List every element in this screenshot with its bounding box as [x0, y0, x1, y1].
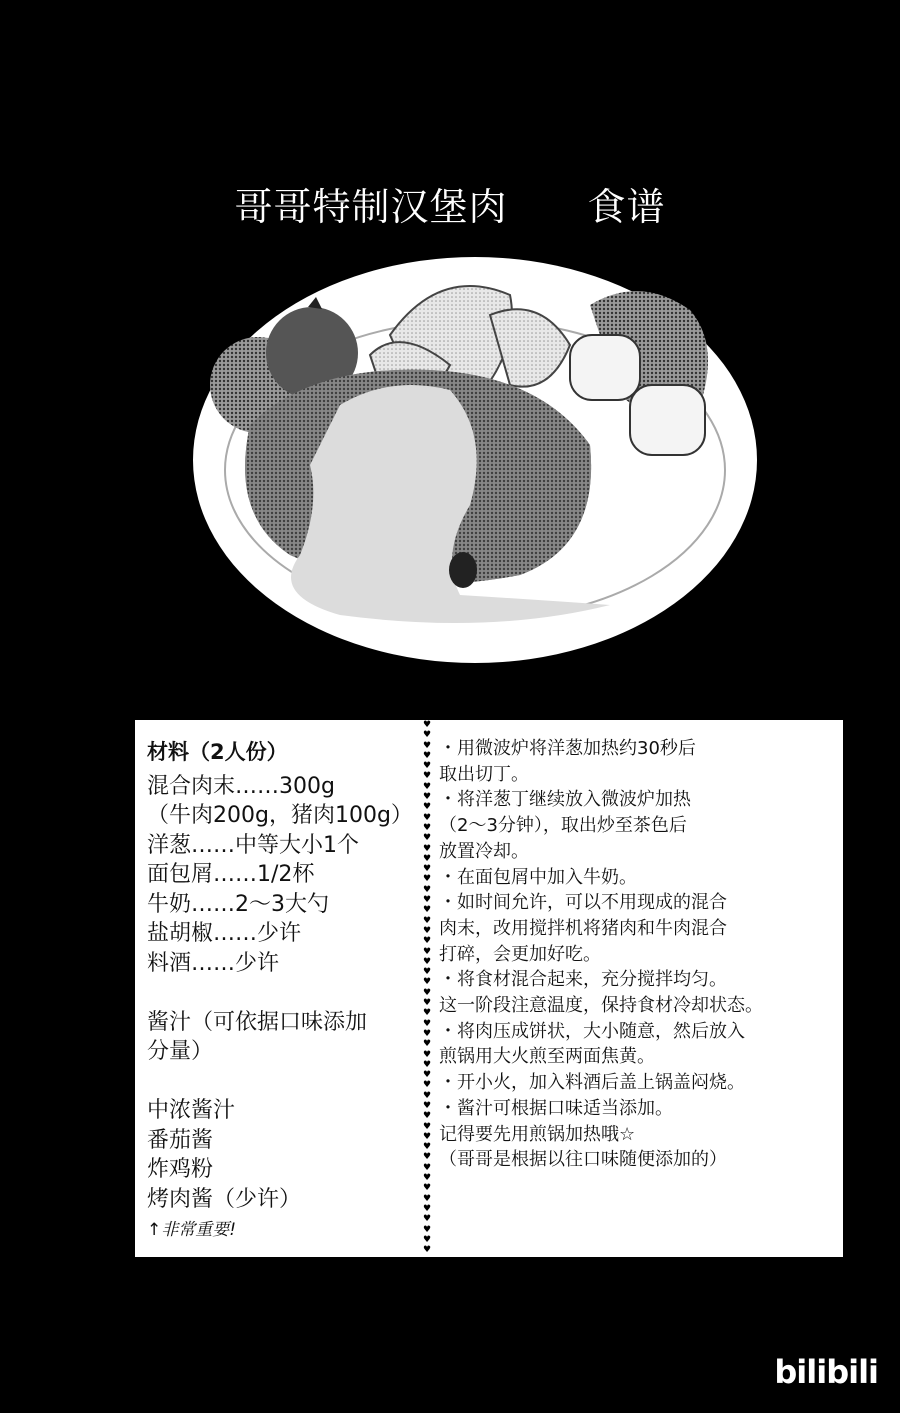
sauce-item: 烤肉酱（少许） — [147, 1186, 302, 1212]
step-line: 记得要先用煎锅加热哦☆ — [439, 1123, 636, 1145]
ingredient-item: 混合肉末……300g — [147, 773, 335, 799]
ingredients-heading: 材料（2人份） — [147, 740, 288, 764]
ingredient-item: 洋葱……中等大小1个 — [147, 832, 359, 858]
sauce-heading: 酱汁（可依据口味添加 — [147, 1009, 368, 1035]
step-line: ・酱汁可根据口味适当添加。 — [439, 1097, 673, 1119]
sauce-item: 番茄酱 — [147, 1127, 214, 1153]
step-line: 放置冷却。 — [439, 840, 529, 862]
step-line: ・在面包屑中加入牛奶。 — [439, 866, 637, 888]
ingredient-item: 盐胡椒……少许 — [147, 921, 302, 946]
step-line: ・如时间允许，可以不用现成的混合 — [439, 892, 727, 914]
handwritten-note: ↑非常重要! — [147, 1220, 237, 1240]
ingredient-item: 面包屑……1/2杯 — [147, 862, 315, 887]
sauce-heading: 分量） — [147, 1039, 214, 1064]
step-line: 打碎，会更加好吃。 — [439, 943, 601, 965]
step-line: 取出切丁。 — [439, 763, 529, 785]
heart-divider: ♥ ♥ ♥ ♥ ♥ ♥ ♥ ♥ ♥ ♥ ♥ ♥ ♥ ♥ ♥ ♥ ♥ ♥ ♥ ♥ ♥ ♥ ♥ ♥ ♥ ♥ ♥ ♥ ♥ ♥ ♥ ♥ ♥ ♥ ♥ ♥ ♥ ♥ ♥ ♥ ♥ ♥ ♥ ♥ ♥ ♥ ♥ ♥ ♥ ♥ ♥ ♥ — [422, 720, 432, 1256]
recipe-title-main: 哥哥特制汉堡肉 — [234, 185, 508, 229]
step-line: （2～3分钟），取出炒至茶色后 — [439, 815, 687, 837]
bilibili-logo: bilibili — [774, 1353, 878, 1391]
step-line: 肉末，改用搅拌机将猪肉和牛肉混合 — [439, 917, 727, 939]
step-line: 这一阶段注意温度，保持食材冷却状态。 — [439, 995, 763, 1017]
recipe-title — [0, 176, 900, 231]
step-line: ・将洋葱丁继续放入微波炉加热 — [439, 789, 691, 811]
hamburg-steak-illustration — [190, 255, 760, 665]
sauce-item: 中浓酱汁 — [147, 1098, 236, 1123]
steps-column — [439, 736, 837, 1173]
ingredient-item: （牛肉200g，猪肉100g） — [147, 803, 413, 828]
step-line: 煎锅用大火煎至两面焦黄。 — [439, 1046, 655, 1068]
step-line: （哥哥是根据以往口味随便添加的） — [439, 1149, 727, 1171]
step-line: ・将肉压成饼状，大小随意，然后放入 — [439, 1020, 745, 1042]
recipe-card — [135, 720, 843, 1257]
ingredient-item: 料酒……少许 — [147, 950, 280, 976]
step-line: ・用微波炉将洋葱加热约30秒后 — [439, 738, 696, 759]
step-line: ・将食材混合起来，充分搅拌均匀。 — [439, 969, 727, 991]
step-line: ・开小火，加入料酒后盖上锅盖闷烧。 — [439, 1072, 745, 1094]
recipe-title-suffix: 食谱 — [587, 185, 666, 229]
sauce-item: 炸鸡粉 — [147, 1157, 214, 1182]
ingredient-item: 牛奶……2～3大勺 — [147, 891, 329, 917]
ingredients-column — [147, 738, 417, 1246]
